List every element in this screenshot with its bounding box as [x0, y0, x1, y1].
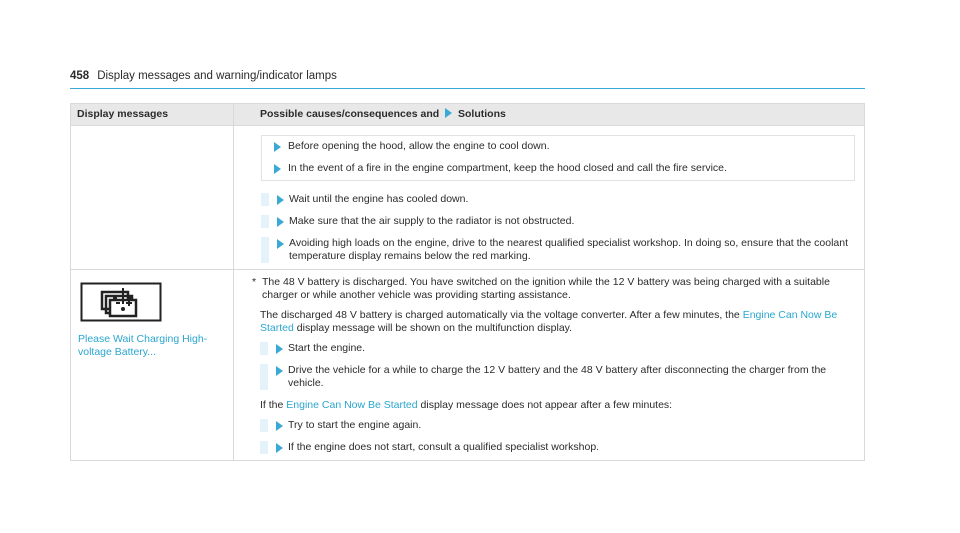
list-item: Start the engine. — [260, 342, 858, 355]
engine-can-start-link: Engine Can Now Be Started — [286, 399, 418, 411]
header-rule — [70, 88, 865, 89]
list-item: In the event of a fire in the engine compartment, keep the hood closed and call the fire service. — [262, 162, 854, 175]
arrow-icon — [445, 108, 452, 118]
arrow-icon — [277, 217, 284, 227]
list-item: Wait until the engine has cooled down. — [261, 193, 863, 206]
col-header-display-messages: Display messages — [71, 104, 234, 126]
list-item: Try to start the engine again. — [260, 419, 858, 432]
row1-solution-cell — [234, 126, 865, 270]
auto-charge-text: The discharged 48 V battery is charged automatically via the voltage converter. After a few minutes, the Engine Can Now Be Started display message will be shown on the multifunction display. — [260, 309, 838, 334]
arrow-icon — [276, 366, 283, 376]
row2-solution-cell — [234, 270, 865, 461]
page-number: 458 — [70, 70, 90, 82]
display-messages-table — [70, 103, 865, 461]
row2-message-cell — [71, 270, 234, 461]
col-header-solutions: Possible causes/consequences and Solutions — [234, 104, 865, 126]
list-item: Make sure that the air supply to the radiator is not obstructed. — [261, 215, 863, 228]
arrow-icon — [276, 421, 283, 431]
table-row — [71, 270, 865, 461]
arrow-icon — [274, 142, 281, 152]
page-title: Display messages and warning/indicator lamps — [97, 70, 337, 82]
battery-charging-icon — [80, 282, 232, 325]
list-item: Drive the vehicle for a while to charge the 12 V battery and the 48 V battery after disconnecting the charger from the vehicle. — [260, 364, 858, 390]
list-item: Avoiding high loads on the engine, drive to the nearest qualified specialist workshop. In doing so, ensure that the coolant temperature display remains below the red marking. — [261, 237, 863, 263]
table-header-row — [71, 104, 865, 126]
arrow-icon — [277, 195, 284, 205]
warning-box — [261, 135, 855, 181]
engine-can-start-link: Engine Can Now Be Started — [260, 309, 838, 334]
page-header — [70, 70, 337, 82]
list-item: Before opening the hood, allow the engine to cool down. — [262, 140, 854, 153]
table-row — [71, 126, 865, 270]
cause-text: * The 48 V battery is discharged. You have switched on the ignition while the 12 V battery was being charged with a suitable charger or while another vehicle was providing starting assistance. — [252, 276, 830, 301]
arrow-icon — [276, 443, 283, 453]
if-not-appear-text: If the Engine Can Now Be Started display message does not appear after a few minutes: — [260, 399, 673, 411]
arrow-icon — [277, 239, 284, 249]
arrow-icon — [276, 344, 283, 354]
list-item: If the engine does not start, consult a qualified specialist workshop. — [260, 441, 858, 454]
row1-message-cell — [71, 126, 234, 270]
display-message-text: Please Wait Charging High-voltage Battery... — [78, 333, 208, 358]
arrow-icon — [274, 164, 281, 174]
